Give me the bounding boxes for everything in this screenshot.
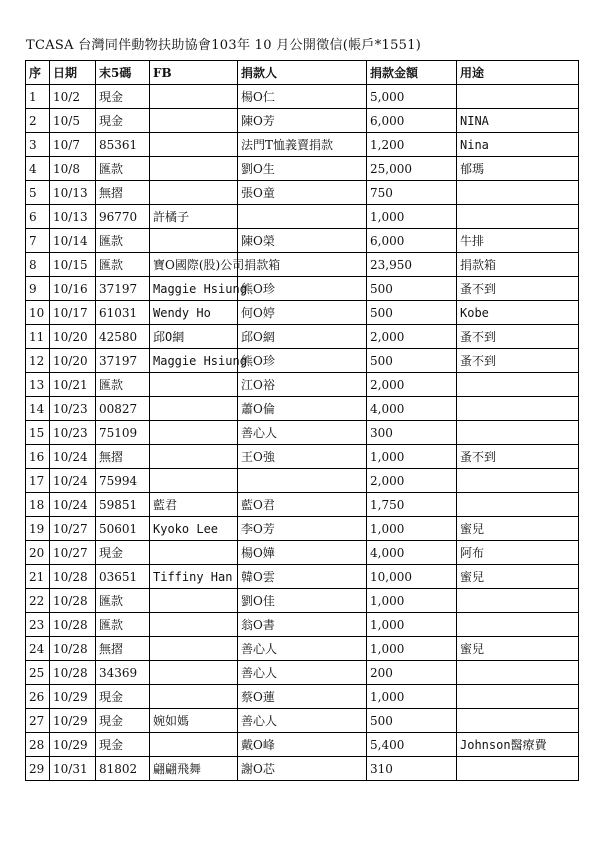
cell-fb xyxy=(150,637,238,661)
cell-date: 10/28 xyxy=(50,637,96,661)
cell-amount: 1,000 xyxy=(367,517,457,541)
cell-code: 現金 xyxy=(96,541,150,565)
cell-date: 10/21 xyxy=(50,373,96,397)
cell-use: 郁瑪 xyxy=(457,157,579,181)
cell-fb xyxy=(150,109,238,133)
cell-date: 10/31 xyxy=(50,757,96,781)
cell-amount: 2,000 xyxy=(367,469,457,493)
cell-amount: 6,000 xyxy=(367,229,457,253)
cell-donor: 翁O書 xyxy=(238,613,367,637)
cell-code: 匯款 xyxy=(96,253,150,277)
cell-seq: 19 xyxy=(26,517,50,541)
cell-date: 10/28 xyxy=(50,661,96,685)
cell-amount: 25,000 xyxy=(367,157,457,181)
cell-fb xyxy=(150,229,238,253)
table-row xyxy=(26,181,579,205)
cell-amount: 1,000 xyxy=(367,685,457,709)
cell-fb: Tiffiny Han xyxy=(150,565,238,589)
cell-donor: 李O芳 xyxy=(238,517,367,541)
cell-fb xyxy=(150,445,238,469)
cell-date: 10/13 xyxy=(50,181,96,205)
cell-donor xyxy=(153,253,367,277)
cell-use xyxy=(457,469,579,493)
cell-seq: 21 xyxy=(26,565,50,589)
cell-code: 42580 xyxy=(96,325,150,349)
cell-donor: 劉O佳 xyxy=(238,589,367,613)
cell-code: 現金 xyxy=(96,709,150,733)
cell-amount: 500 xyxy=(367,277,457,301)
cell-use xyxy=(457,421,579,445)
cell-amount: 2,000 xyxy=(367,373,457,397)
cell-fb: 藍君 xyxy=(150,493,238,517)
cell-donor: 熊O珍 xyxy=(238,349,367,373)
donation-table xyxy=(25,60,579,781)
cell-code: 匯款 xyxy=(96,589,150,613)
cell-date: 10/8 xyxy=(50,157,96,181)
cell-fb xyxy=(150,661,238,685)
cell-use: 蜜兒 xyxy=(457,565,579,589)
cell-amount: 200 xyxy=(367,661,457,685)
cell-seq: 24 xyxy=(26,637,50,661)
cell-seq: 14 xyxy=(26,397,50,421)
table-row xyxy=(26,421,579,445)
cell-amount: 1,000 xyxy=(367,637,457,661)
cell-amount: 300 xyxy=(367,421,457,445)
cell-date: 10/27 xyxy=(50,541,96,565)
cell-seq: 18 xyxy=(26,493,50,517)
cell-amount: 310 xyxy=(367,757,457,781)
table-row xyxy=(26,613,579,637)
cell-date: 10/16 xyxy=(50,277,96,301)
cell-code: 匯款 xyxy=(96,157,150,181)
cell-date: 10/28 xyxy=(50,613,96,637)
cell-amount: 500 xyxy=(367,709,457,733)
cell-use: 蚤不到 xyxy=(457,445,579,469)
cell-code: 00827 xyxy=(96,397,150,421)
cell-date: 10/27 xyxy=(50,517,96,541)
cell-date: 10/17 xyxy=(50,301,96,325)
cell-amount: 1,200 xyxy=(367,133,457,157)
table-row xyxy=(26,661,579,685)
cell-fb xyxy=(150,733,238,757)
cell-seq: 23 xyxy=(26,613,50,637)
cell-seq: 3 xyxy=(26,133,50,157)
cell-amount: 2,000 xyxy=(367,325,457,349)
cell-amount: 10,000 xyxy=(367,565,457,589)
cell-fb xyxy=(150,589,238,613)
cell-seq: 15 xyxy=(26,421,50,445)
cell-seq: 28 xyxy=(26,733,50,757)
table-row xyxy=(26,373,579,397)
table-row xyxy=(26,517,579,541)
cell-code: 無摺 xyxy=(96,637,150,661)
cell-donor xyxy=(238,205,367,229)
table-row xyxy=(26,709,579,733)
cell-seq: 5 xyxy=(26,181,50,205)
cell-use: NINA xyxy=(457,109,579,133)
table-row xyxy=(26,253,579,277)
cell-use: Johnson醫療費 xyxy=(457,733,579,757)
cell-use: 阿布 xyxy=(457,541,579,565)
cell-code: 81802 xyxy=(96,757,150,781)
table-row xyxy=(26,85,579,109)
cell-amount: 6,000 xyxy=(367,109,457,133)
cell-fb: Maggie Hsiung xyxy=(150,349,238,373)
cell-code: 03651 xyxy=(96,565,150,589)
cell-seq: 25 xyxy=(26,661,50,685)
cell-fb xyxy=(150,373,238,397)
cell-seq: 26 xyxy=(26,685,50,709)
cell-code: 50601 xyxy=(96,517,150,541)
cell-use: Nina xyxy=(457,133,579,157)
cell-donor: 善心人 xyxy=(238,421,367,445)
cell-code: 匯款 xyxy=(96,613,150,637)
cell-fb: Maggie Hsiung xyxy=(150,277,238,301)
header-use: 用途 xyxy=(457,61,579,85)
cell-code: 75109 xyxy=(96,421,150,445)
header-seq: 序 xyxy=(26,61,50,85)
cell-seq: 4 xyxy=(26,157,50,181)
cell-donor-text: 寶O國際(股)公司捐款箱 xyxy=(153,258,281,272)
cell-fb: 邱O網 xyxy=(150,325,238,349)
cell-amount: 500 xyxy=(367,301,457,325)
cell-use xyxy=(457,685,579,709)
table-row xyxy=(26,277,579,301)
cell-code: 85361 xyxy=(96,133,150,157)
cell-use xyxy=(457,589,579,613)
cell-use: 蜜兒 xyxy=(457,637,579,661)
cell-donor: 陳O榮 xyxy=(238,229,367,253)
cell-use xyxy=(457,661,579,685)
cell-use xyxy=(457,205,579,229)
cell-code: 現金 xyxy=(96,733,150,757)
cell-amount: 500 xyxy=(367,349,457,373)
cell-date: 10/7 xyxy=(50,133,96,157)
table-row xyxy=(26,349,579,373)
cell-amount: 1,000 xyxy=(367,205,457,229)
cell-donor: 江O裕 xyxy=(238,373,367,397)
header-fb: FB xyxy=(150,61,238,85)
header-date: 日期 xyxy=(50,61,96,85)
cell-date: 10/29 xyxy=(50,685,96,709)
cell-seq: 8 xyxy=(26,253,50,277)
cell-donor: 陳O芳 xyxy=(238,109,367,133)
header-code: 末5碼 xyxy=(96,61,150,85)
cell-amount: 4,000 xyxy=(367,541,457,565)
cell-donor: 楊O仁 xyxy=(238,85,367,109)
cell-code: 61031 xyxy=(96,301,150,325)
cell-use: 蚤不到 xyxy=(457,349,579,373)
cell-amount: 1,750 xyxy=(367,493,457,517)
cell-donor: 善心人 xyxy=(238,637,367,661)
table-row xyxy=(26,229,579,253)
table-body xyxy=(26,85,579,781)
cell-seq: 12 xyxy=(26,349,50,373)
cell-date: 10/29 xyxy=(50,709,96,733)
cell-code: 匯款 xyxy=(96,373,150,397)
cell-fb xyxy=(150,133,238,157)
cell-seq: 17 xyxy=(26,469,50,493)
cell-donor: 善心人 xyxy=(238,661,367,685)
cell-seq: 2 xyxy=(26,109,50,133)
cell-fb xyxy=(150,469,238,493)
cell-fb xyxy=(150,685,238,709)
cell-amount: 1,000 xyxy=(367,613,457,637)
cell-code: 現金 xyxy=(96,109,150,133)
cell-date: 10/2 xyxy=(50,85,96,109)
cell-code: 現金 xyxy=(96,685,150,709)
cell-seq: 20 xyxy=(26,541,50,565)
cell-date: 10/15 xyxy=(50,253,96,277)
cell-donor: 楊O嬅 xyxy=(238,541,367,565)
table-row xyxy=(26,445,579,469)
table-row xyxy=(26,397,579,421)
cell-seq: 13 xyxy=(26,373,50,397)
cell-code: 匯款 xyxy=(96,229,150,253)
table-row xyxy=(26,469,579,493)
cell-donor: 劉O生 xyxy=(238,157,367,181)
table-row xyxy=(26,493,579,517)
table-row xyxy=(26,157,579,181)
table-row xyxy=(26,133,579,157)
cell-date: 10/23 xyxy=(50,421,96,445)
table-row xyxy=(26,565,579,589)
cell-date: 10/24 xyxy=(50,445,96,469)
cell-seq: 16 xyxy=(26,445,50,469)
cell-fb: Kyoko Lee xyxy=(150,517,238,541)
cell-use: 蚤不到 xyxy=(457,277,579,301)
cell-date: 10/24 xyxy=(50,493,96,517)
cell-donor: 法門T恤義賣捐款 xyxy=(238,133,367,157)
cell-amount: 5,400 xyxy=(367,733,457,757)
cell-fb xyxy=(150,397,238,421)
cell-donor: 邱O網 xyxy=(238,325,367,349)
cell-use: Kobe xyxy=(457,301,579,325)
cell-donor: 何O婷 xyxy=(238,301,367,325)
cell-use xyxy=(457,181,579,205)
cell-use: 蜜兒 xyxy=(457,517,579,541)
cell-date: 10/13 xyxy=(50,205,96,229)
cell-donor: 蔡O蓮 xyxy=(238,685,367,709)
table-row xyxy=(26,325,579,349)
cell-fb: Wendy Ho xyxy=(150,301,238,325)
cell-seq: 22 xyxy=(26,589,50,613)
cell-seq: 9 xyxy=(26,277,50,301)
cell-donor: 謝O芯 xyxy=(238,757,367,781)
table-row xyxy=(26,301,579,325)
cell-donor: 戴O峰 xyxy=(238,733,367,757)
cell-use xyxy=(457,493,579,517)
table-row xyxy=(26,589,579,613)
cell-donor: 韓O雲 xyxy=(238,565,367,589)
cell-donor: 藍O君 xyxy=(238,493,367,517)
cell-amount: 1,000 xyxy=(367,589,457,613)
cell-use xyxy=(457,613,579,637)
cell-use xyxy=(457,397,579,421)
cell-fb: 翩翩飛舞 xyxy=(150,757,238,781)
cell-use xyxy=(457,709,579,733)
cell-donor: 張O童 xyxy=(238,181,367,205)
cell-fb xyxy=(150,85,238,109)
cell-use xyxy=(457,757,579,781)
cell-donor xyxy=(238,469,367,493)
table-row xyxy=(26,685,579,709)
cell-donor: 蕭O倫 xyxy=(238,397,367,421)
cell-date: 10/5 xyxy=(50,109,96,133)
cell-code: 34369 xyxy=(96,661,150,685)
cell-date: 10/28 xyxy=(50,589,96,613)
cell-use: 捐款箱 xyxy=(457,253,579,277)
cell-amount: 4,000 xyxy=(367,397,457,421)
cell-seq: 7 xyxy=(26,229,50,253)
header-donor: 捐款人 xyxy=(238,61,367,85)
cell-code: 現金 xyxy=(96,85,150,109)
cell-fb xyxy=(150,157,238,181)
header-amount: 捐款金額 xyxy=(367,61,457,85)
table-row xyxy=(26,733,579,757)
cell-code: 75994 xyxy=(96,469,150,493)
cell-code: 無摺 xyxy=(96,181,150,205)
cell-use xyxy=(457,85,579,109)
cell-use: 蚤不到 xyxy=(457,325,579,349)
table-row xyxy=(26,637,579,661)
cell-date: 10/28 xyxy=(50,565,96,589)
cell-fb: 婉如媽 xyxy=(150,709,238,733)
table-row xyxy=(26,757,579,781)
cell-code: 59851 xyxy=(96,493,150,517)
cell-use xyxy=(457,373,579,397)
cell-amount: 5,000 xyxy=(367,85,457,109)
cell-date: 10/24 xyxy=(50,469,96,493)
cell-date: 10/14 xyxy=(50,229,96,253)
cell-code: 37197 xyxy=(96,277,150,301)
cell-date: 10/20 xyxy=(50,325,96,349)
cell-code: 無摺 xyxy=(96,445,150,469)
table-row xyxy=(26,109,579,133)
table-row xyxy=(26,541,579,565)
cell-date: 10/20 xyxy=(50,349,96,373)
cell-date: 10/23 xyxy=(50,397,96,421)
table-row xyxy=(26,205,579,229)
cell-donor: 熊O珍 xyxy=(238,277,367,301)
cell-donor: 善心人 xyxy=(238,709,367,733)
cell-code: 96770 xyxy=(96,205,150,229)
cell-fb xyxy=(150,541,238,565)
table-header-row xyxy=(26,61,579,85)
cell-fb xyxy=(150,613,238,637)
cell-code: 37197 xyxy=(96,349,150,373)
cell-donor: 王O強 xyxy=(238,445,367,469)
cell-seq: 6 xyxy=(26,205,50,229)
cell-seq: 11 xyxy=(26,325,50,349)
cell-fb xyxy=(150,421,238,445)
cell-seq: 29 xyxy=(26,757,50,781)
cell-seq: 27 xyxy=(26,709,50,733)
cell-amount: 23,950 xyxy=(367,253,457,277)
cell-amount: 1,000 xyxy=(367,445,457,469)
cell-seq: 10 xyxy=(26,301,50,325)
cell-fb xyxy=(150,181,238,205)
cell-date: 10/29 xyxy=(50,733,96,757)
cell-amount: 750 xyxy=(367,181,457,205)
cell-seq: 1 xyxy=(26,85,50,109)
cell-use: 牛排 xyxy=(457,229,579,253)
cell-fb: 許橘子 xyxy=(150,205,238,229)
document-title: TCASA 台灣同伴動物扶助協會103年 10 月公開徵信(帳戶*1551) xyxy=(26,38,422,53)
